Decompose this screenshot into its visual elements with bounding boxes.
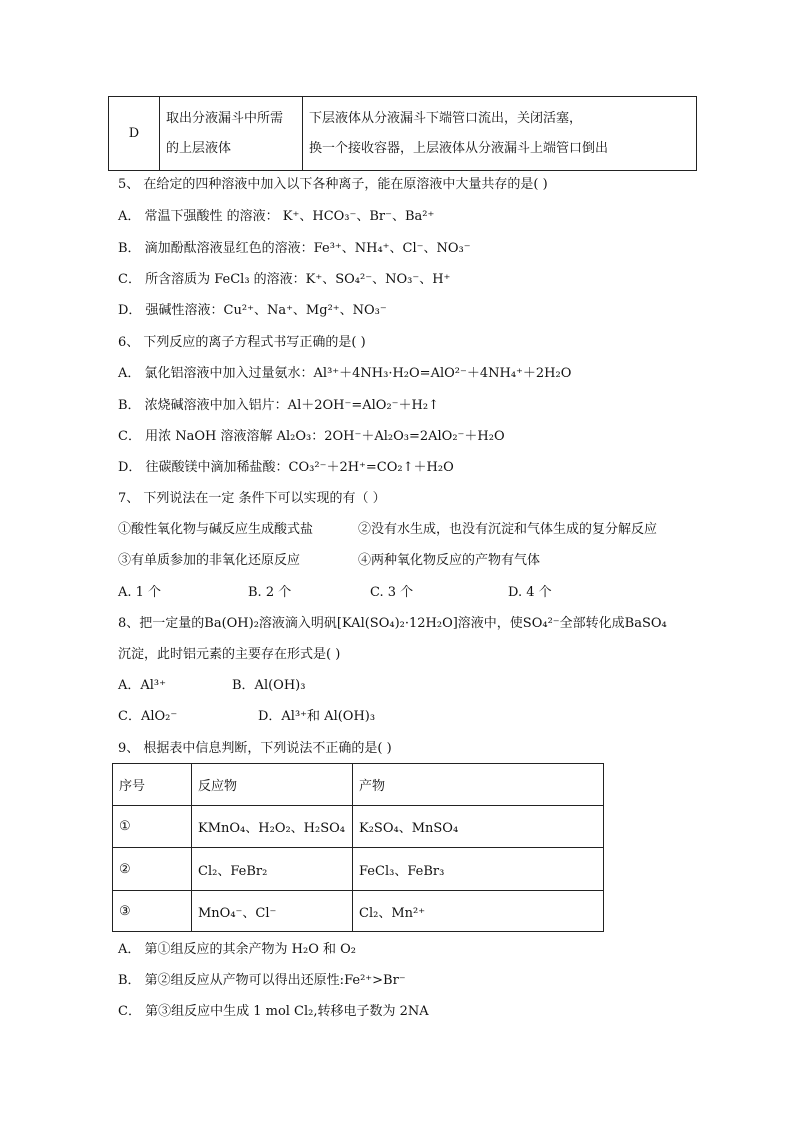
q7-item-3: ③有单质参加的非氧化还原反应 bbox=[118, 553, 301, 568]
q9-header-index: 序号 bbox=[113, 764, 192, 806]
q8-choice-a: A．Al³⁺ bbox=[118, 678, 167, 693]
q6-option-d: D． 往碳酸镁中滴加稀盐酸：CO₃²⁻＋2H⁺=CO₂↑＋H₂O bbox=[118, 460, 454, 475]
q7-item-4: ④两种氧化物反应的产物有气体 bbox=[358, 553, 541, 568]
q9-header-reactants: 反应物 bbox=[192, 764, 353, 806]
q5-option-d: D． 强碱性溶液：Cu²⁺、Na⁺、Mg²⁺、NO₃⁻ bbox=[118, 303, 387, 318]
top-table-col2-line2: 的上层液体 bbox=[166, 140, 232, 156]
q9-table bbox=[112, 763, 604, 932]
q9-row1-reactants: KMnO₄、H₂O₂、H₂SO₄ bbox=[192, 806, 353, 848]
table-row bbox=[113, 891, 604, 932]
q9-option-a: A． 第①组反应的其余产物为 H₂O 和 O₂ bbox=[118, 942, 356, 957]
q5-option-c: C． 所含溶质为 FeCl₃ 的溶液：K⁺、SO₄²⁻、NO₃⁻、H⁺ bbox=[118, 272, 451, 287]
top-table-col3 bbox=[303, 97, 697, 171]
table-row bbox=[113, 806, 604, 848]
top-table-col2 bbox=[160, 97, 303, 171]
table-row bbox=[113, 848, 604, 891]
q8-choice-b: B．Al(OH)₃ bbox=[232, 678, 306, 693]
q5-option-a: A． 常温下强酸性 的溶液： K⁺、HCO₃⁻、Br⁻、Ba²⁺ bbox=[118, 209, 435, 224]
q6-option-b: B． 浓烧碱溶液中加入铝片：Al＋2OH⁻=AlO₂⁻＋H₂↑ bbox=[118, 398, 439, 413]
q7-choice-a: A. 1 个 bbox=[118, 585, 162, 600]
q9-header-products: 产物 bbox=[353, 764, 604, 806]
top-table-col2-line1: 取出分液漏斗中所需 bbox=[166, 110, 284, 126]
q7-stem: 7、 下列说法在一定 条件下可以实现的有（ ） bbox=[118, 491, 386, 506]
q6-option-c: C． 用浓 NaOH 溶液溶解 Al₂O₃：2OH⁻＋Al₂O₃=2AlO₂⁻＋H₂O bbox=[118, 429, 505, 444]
q7-item-2: ②没有水生成，也没有沉淀和气体生成的复分解反应 bbox=[358, 522, 658, 537]
q5-stem: 5、 在给定的四种溶液中加入以下各种离子，能在原溶液中大量共存的是( ) bbox=[118, 177, 548, 192]
q9-row3-reactants: MnO₄⁻、Cl⁻ bbox=[192, 891, 353, 932]
q7-item-1: ①酸性氧化物与碱反应生成酸式盐 bbox=[118, 522, 314, 537]
q9-row2-products: FeCl₃、FeBr₃ bbox=[353, 848, 604, 891]
q9-stem: 9、 根据表中信息判断，下列说法不正确的是( ) bbox=[118, 741, 392, 756]
top-table-label: D bbox=[109, 97, 160, 171]
q9-row1-index: ① bbox=[113, 806, 192, 848]
q8-choice-c: C．AlO₂⁻ bbox=[118, 709, 178, 724]
q9-option-b: B． 第②组反应从产物可以得出还原性:Fe²⁺>Br⁻ bbox=[118, 973, 406, 988]
q9-row1-products: K₂SO₄、MnSO₄ bbox=[353, 806, 604, 848]
q7-choice-b: B. 2 个 bbox=[248, 585, 292, 600]
q8-choice-d: D．Al³⁺和 Al(OH)₃ bbox=[258, 709, 376, 724]
q6-option-a: A． 氯化铝溶液中加入过量氨水：Al³⁺＋4NH₃·H₂O=AlO²⁻＋4NH₄⁺＋2H₂O bbox=[118, 366, 572, 381]
q8-stem-line2: 沉淀，此时铝元素的主要存在形式是( ) bbox=[118, 647, 341, 662]
q7-choice-c: C. 3 个 bbox=[370, 585, 414, 600]
top-table bbox=[108, 96, 697, 171]
q6-stem: 6、 下列反应的离子方程式书写正确的是( ) bbox=[118, 335, 366, 350]
q9-table-header-row bbox=[113, 764, 604, 806]
q9-row3-products: Cl₂、Mn²⁺ bbox=[353, 891, 604, 932]
q8-stem-line1: 8、把一定量的Ba(OH)₂溶液滴入明矾[KAl(SO₄)₂·12H₂O]溶液中，使SO₄²⁻全部转化成BaSO₄ bbox=[118, 616, 667, 631]
q7-choice-d: D. 4 个 bbox=[508, 585, 552, 600]
q9-row3-index: ③ bbox=[113, 891, 192, 932]
q9-row2-reactants: Cl₂、FeBr₂ bbox=[192, 848, 353, 891]
q5-option-b: B． 滴加酚酞溶液显红色的溶液：Fe³⁺、NH₄⁺、Cl⁻、NO₃⁻ bbox=[118, 241, 471, 256]
q9-option-c: C． 第③组反应中生成 1 mol Cl₂,转移电子数为 2NA bbox=[118, 1004, 429, 1019]
top-table-col3-line1: 下层液体从分液漏斗下端管口流出，关闭活塞， bbox=[309, 110, 583, 126]
top-table-col3-line2: 换一个接收容器，上层液体从分液漏斗上端管口倒出 bbox=[309, 140, 609, 156]
q9-row2-index: ② bbox=[113, 848, 192, 891]
